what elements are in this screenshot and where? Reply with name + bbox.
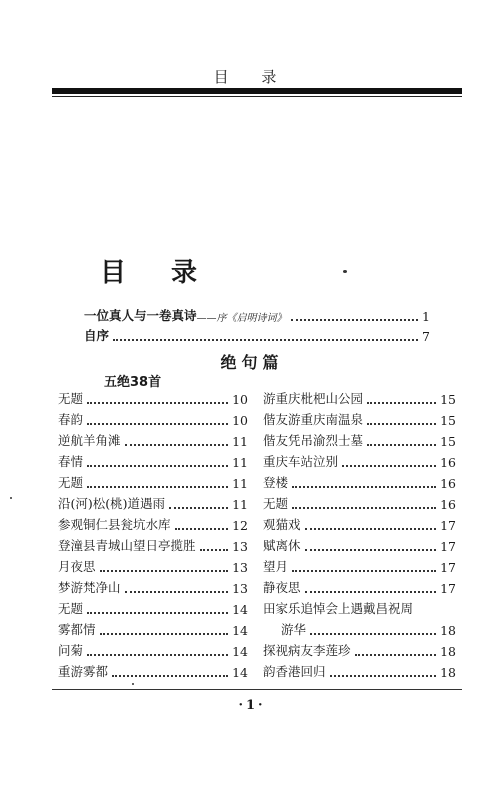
scan-speck	[132, 683, 134, 685]
leader-dots	[342, 464, 436, 467]
leader-dots	[125, 590, 229, 593]
leader-dots	[87, 401, 228, 404]
leader-dots	[310, 632, 436, 635]
leader-dots	[305, 548, 437, 551]
toc-entry-page: 18	[440, 665, 456, 680]
toc-entry-subtitle: ——序《启明诗词》	[196, 313, 287, 324]
toc-entry-label: 雾都情	[58, 622, 96, 637]
scan-speck	[10, 497, 12, 499]
toc-entry-page: 15	[440, 392, 456, 407]
toc-entry-label: 无题	[263, 496, 289, 511]
leader-dots	[175, 527, 229, 530]
leader-dots	[112, 674, 228, 677]
toc-entry[interactable]	[263, 410, 456, 428]
toc-entry-page: 14	[232, 644, 248, 659]
leader-dots	[125, 443, 229, 446]
toc-entry-label: 无题	[58, 601, 84, 616]
toc-entry-page: 1	[422, 309, 430, 324]
page-number: ·1·	[238, 698, 266, 713]
toc-entry-label: 田家乐追悼会上遇戴昌祝周	[263, 601, 414, 616]
leader-dots	[87, 485, 228, 488]
toc-entry[interactable]	[58, 620, 248, 638]
toc-entry-page: 17	[440, 539, 456, 554]
leader-dots	[87, 422, 228, 425]
toc-entry-label: 游华	[281, 622, 307, 637]
toc-entry-page: 16	[440, 476, 456, 491]
leader-dots	[367, 443, 436, 446]
toc-entry-label: 问菊	[58, 643, 84, 658]
toc-entry-label: 静夜思	[263, 580, 301, 595]
toc-entry[interactable]	[58, 431, 248, 449]
toc-entry-label: 重庆车站泣别	[263, 454, 339, 469]
toc-entry-page: 11	[232, 434, 248, 449]
toc-entry[interactable]	[263, 389, 456, 407]
toc-entry-page: 13	[232, 539, 248, 554]
toc-entry-page: 14	[232, 665, 248, 680]
leader-dots	[292, 506, 436, 509]
page-title: 目 录	[100, 258, 216, 288]
toc-entry-page: 17	[440, 518, 456, 533]
toc-entry-label: 偕友游重庆南温泉	[263, 412, 364, 427]
footer-rule	[52, 689, 462, 690]
toc-entry[interactable]	[58, 452, 248, 470]
toc-entry[interactable]	[58, 515, 248, 533]
toc-entry[interactable]	[58, 641, 248, 659]
toc-entry-label: 逆航羊角滩	[58, 433, 121, 448]
toc-entry[interactable]	[58, 599, 248, 617]
leader-dots	[100, 569, 229, 572]
leader-dots	[87, 653, 228, 656]
running-header-title: 目 录	[213, 68, 291, 86]
toc-entry-page: 12	[232, 518, 248, 533]
leader-dots	[355, 653, 437, 656]
toc-entry-page: 18	[440, 623, 456, 638]
toc-entry-page: 11	[232, 497, 248, 512]
toc-entry[interactable]	[263, 536, 456, 554]
toc-entry-page: 17	[440, 581, 456, 596]
toc-entry[interactable]	[263, 641, 456, 659]
toc-entry-label: 观猫戏	[263, 517, 301, 532]
leader-dots	[305, 590, 437, 593]
toc-entry[interactable]	[263, 662, 456, 680]
toc-entry-label: 参观铜仁县瓮坑水库	[58, 517, 171, 532]
leader-dots	[291, 318, 419, 321]
toc-entry[interactable]	[263, 494, 456, 512]
toc-entry-label: 望月	[263, 559, 289, 574]
toc-entry-label: 无题	[58, 391, 84, 406]
toc-entry-page: 10	[232, 392, 248, 407]
toc-entry-label: 春韵	[58, 412, 84, 427]
toc-entry-page: 18	[440, 644, 456, 659]
leader-dots	[100, 632, 229, 635]
toc-entry-preface-foreword[interactable]	[84, 306, 430, 324]
toc-entry[interactable]	[58, 662, 248, 680]
toc-entry-label: 自序	[84, 328, 110, 343]
leader-dots	[200, 548, 229, 551]
toc-entry-label: 偕友凭吊渝烈士墓	[263, 433, 364, 448]
toc-entry[interactable]	[58, 494, 248, 512]
toc-entry[interactable]	[263, 578, 456, 596]
toc-entry-label: 沿(河)松(桃)道遇雨	[58, 496, 166, 511]
leader-dots	[292, 485, 436, 488]
toc-entry-label: 探视病友李莲珍	[263, 643, 351, 658]
toc-entry[interactable]	[58, 536, 248, 554]
toc-entry-label: 重游雾都	[58, 664, 109, 679]
subsection-title: 五绝38首	[104, 375, 162, 390]
leader-dots	[113, 338, 418, 341]
toc-entry-page: 10	[232, 413, 248, 428]
toc-entry[interactable]	[58, 410, 248, 428]
header-thin-rule	[52, 96, 462, 97]
toc-entry-label: 无题	[58, 475, 84, 490]
toc-entry-page: 15	[440, 413, 456, 428]
toc-entry-page: 14	[232, 623, 248, 638]
leader-dots	[367, 401, 436, 404]
toc-entry-multiline-start[interactable]	[263, 599, 456, 617]
toc-entry-page: 16	[440, 455, 456, 470]
header-thick-rule	[52, 88, 462, 94]
toc-entry-page: 11	[232, 476, 248, 491]
toc-entry[interactable]	[263, 515, 456, 533]
toc-entry[interactable]	[263, 452, 456, 470]
toc-entry-page: 11	[232, 455, 248, 470]
toc-entry-continuation[interactable]	[281, 620, 456, 638]
toc-entry-page: 13	[232, 560, 248, 575]
leader-dots	[305, 527, 437, 530]
toc-entry-label: 赋离休	[263, 538, 301, 553]
toc-entry[interactable]	[263, 557, 456, 575]
toc-entry-label: 春情	[58, 454, 84, 469]
toc-entry-page: 17	[440, 560, 456, 575]
toc-entry-page: 13	[232, 581, 248, 596]
toc-entry-page: 7	[422, 329, 430, 344]
toc-entry-label: 一位真人与一卷真诗	[84, 308, 197, 323]
leader-dots	[367, 422, 436, 425]
leader-dots	[169, 506, 228, 509]
toc-entry-label: 游重庆枇杷山公园	[263, 391, 364, 406]
leader-dots	[292, 569, 436, 572]
toc-entry[interactable]	[58, 389, 248, 407]
toc-entry-label: 登楼	[263, 475, 289, 490]
toc-entry[interactable]	[58, 557, 248, 575]
leader-dots	[330, 674, 437, 677]
toc-entry-page: 15	[440, 434, 456, 449]
leader-dots	[87, 464, 228, 467]
toc-entry[interactable]	[58, 578, 248, 596]
toc-entry[interactable]	[58, 473, 248, 491]
toc-entry[interactable]	[263, 473, 456, 491]
toc-entry-page: 16	[440, 497, 456, 512]
toc-entry-label: 登潼县青城山望日亭揽胜	[58, 538, 196, 553]
section-title: 绝句篇	[220, 353, 284, 372]
toc-entry[interactable]	[263, 431, 456, 449]
toc-entry-label: 韵香港回归	[263, 664, 326, 679]
toc-entry-label: 月夜思	[58, 559, 96, 574]
toc-entry-label: 梦游梵净山	[58, 580, 121, 595]
leader-dots	[87, 611, 228, 614]
scan-speck	[343, 270, 347, 273]
toc-entry-page: 14	[232, 602, 248, 617]
toc-entry-author-preface[interactable]	[84, 326, 430, 344]
